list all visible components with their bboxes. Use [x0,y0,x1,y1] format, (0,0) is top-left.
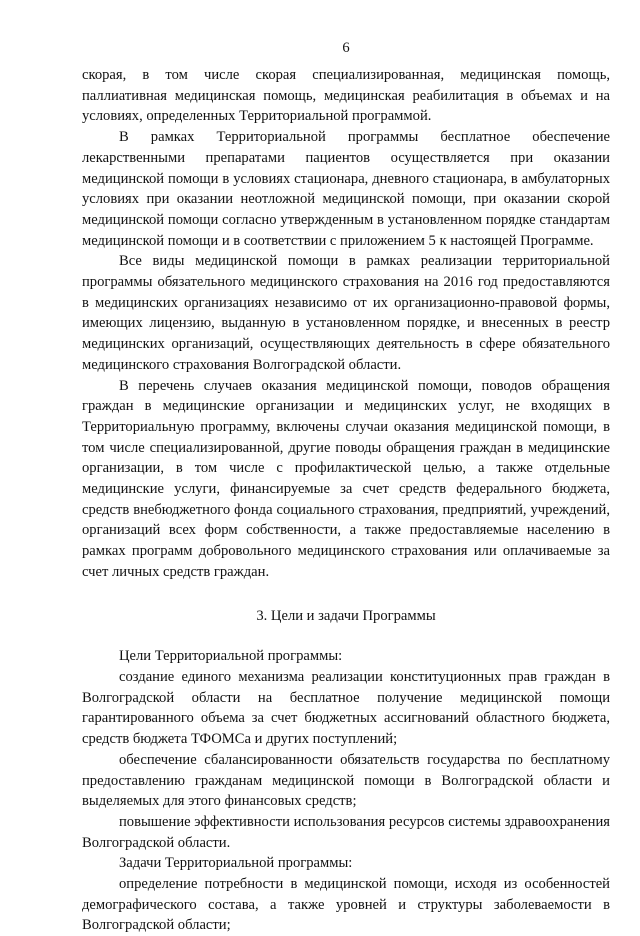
paragraph-drug-provision: В рамках Территориальной программы бесплатное обеспечение лекарственными препаратами пациентов осуществляется при оказании медицинской помощи в условиях стационара, дневного стационара, в амбулаторных условиях при оказании неотложной медицинской помощи, при оказании скорой медицинской помощи согласно утвержденным в установленном порядке стандартам медицинской помощи и в соответствии с приложением 5 к настоящей Программе. [82,129,610,249]
paragraph-task-needs: определение потребности в медицинской помощи, исходя из особенностей демографического состава, а также уровней и структуры заболеваемости в Волгоградской области; [82,876,610,934]
paragraph-goal-efficiency: повышение эффективности использования ресурсов системы здравоохранения Волгоградской области. [82,813,610,851]
paragraph-insurance-organizations: Все виды медицинской помощи в рамках реализации территориальной программы обязательного медицинского страхования на 2016 год предоставляются в медицинских организациях независимо от их организационно-правовой формы, имеющих лицензию, выданную в установленном порядке, и внесенных в реестр медицинских организаций, осуществляющих деятельность в сфере обязательного медицинского страхования Волгоградской области. [82,253,610,373]
paragraph-continuation: скорая, в том числе скорая специализированная, медицинская помощь, паллиативная медицинская помощь, медицинская реабилитация в объемах и на условиях, определенных Территориальной программой. [82,67,610,125]
section-heading: 3. Цели и задачи Программы [256,607,436,624]
paragraph-goal-balance: обеспечение сбалансированности обязательств государства по бесплатному предоставлению гражданам медицинской помощи в Волгоградской области и выделяемых для этого финансовых средств; [82,751,610,810]
document-page [82,38,610,936]
paragraph-excluded-services: В перечень случаев оказания медицинской помощи, поводов обращения граждан в медицинские организации и медицинских услуг, не входящих в Территориальную программу, включены случаи оказания медицинской помощи, в том числе специализированной, другие поводы обращения граждан в медицинские организации, в том числе с профилактической целью, а также отдельные медицинские услуги, финансируемые за счет средств федерального бюджета, средств внебюджетного фонда социального страхования, предприятий, учреждений, организаций всех форм собственности, а также предоставляемые населению в рамках программ добровольного медицинского страхования или оплачиваемые за счет личных средств граждан. [82,377,610,580]
paragraph-tasks-title: Задачи Территориальной программы: [119,855,353,872]
paragraph-goal-mechanism: создание единого механизма реализации конституционных прав граждан в Волгоградской области на бесплатное получение медицинской помощи гарантированного объема за счет бюджетных ассигнований областного бюджета, средств бюджета ТФОМСа и других поступлений; [82,668,610,748]
paragraph-goals-title: Цели Территориальной программы: [119,648,343,665]
page-number: 6 [342,40,350,56]
